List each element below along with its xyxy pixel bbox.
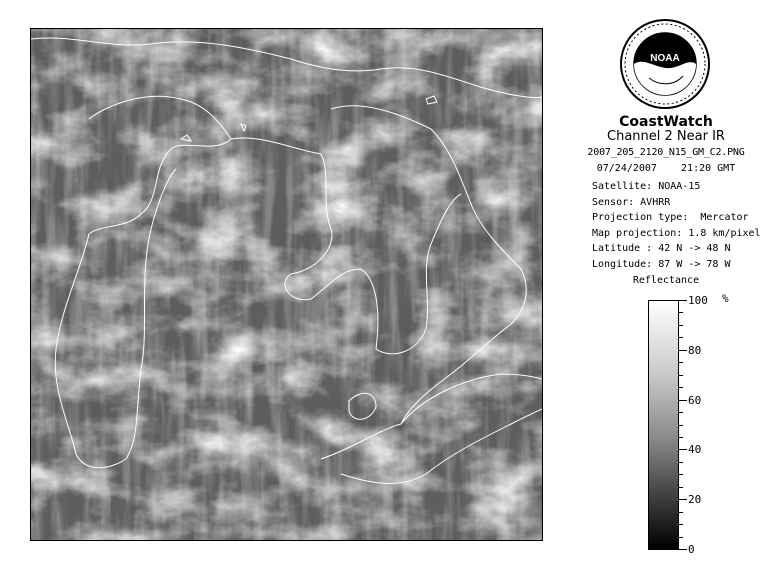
scale-tick: [679, 400, 687, 401]
scale-tick: [679, 425, 683, 426]
scale-tick-label: 40: [688, 443, 702, 456]
scale-tick: [679, 362, 683, 363]
scale-tick: [679, 487, 683, 488]
latitude-label: Latitude : 42 N -> 48 N: [592, 243, 731, 254]
scale-tick: [679, 537, 683, 538]
scale-tick: [679, 337, 683, 338]
streak-layer: [31, 29, 542, 540]
scale-tick: [679, 312, 683, 313]
projection-type-label: Projection type: Mercator: [592, 212, 749, 223]
svg-text:NOAA: NOAA: [650, 53, 680, 64]
product-title: CoastWatch: [619, 114, 713, 130]
sensor-label: Sensor: AVHRR: [592, 197, 671, 208]
satellite-image: [31, 29, 542, 540]
file-name: 2007_205_2120_N15_GM_C2.PNG: [587, 147, 745, 158]
scale-tick: [679, 375, 683, 376]
scale-tick: [679, 524, 683, 525]
noaa-logo: [619, 18, 711, 110]
scale-tick: [679, 300, 687, 301]
scale-unit: %: [722, 292, 729, 305]
satellite-label: Satellite: NOAA-15: [592, 181, 701, 192]
scale-tick: [679, 325, 683, 326]
channel-label: Channel 2 Near IR: [607, 129, 725, 144]
scale-tick: [679, 462, 683, 463]
scale-tick: [679, 549, 687, 550]
scale-tick-label: 60: [688, 394, 702, 407]
scale-tick: [679, 437, 683, 438]
reflectance-colorbar: [648, 300, 679, 550]
scale-tick: [679, 387, 683, 388]
scale-tick-label: 20: [688, 493, 702, 506]
scale-tick: [679, 412, 683, 413]
longitude-label: Longitude: 87 W -> 78 W: [592, 259, 731, 270]
scale-tick-label: 0: [688, 543, 695, 556]
acquisition-datetime: 07/24/2007 21:20 GMT: [596, 163, 736, 174]
scale-tick-label: 80: [688, 344, 702, 357]
scale-tick: [679, 350, 687, 351]
scale-tick: [679, 499, 687, 500]
scale-tick: [679, 449, 687, 450]
scale-title: Reflectance: [632, 275, 700, 286]
scale-tick: [679, 512, 683, 513]
satellite-map: [30, 28, 543, 541]
scale-tick: [679, 474, 683, 475]
scale-tick-label: 100: [688, 294, 708, 307]
map-projection-label: Map projection: 1.8 km/pixel: [592, 228, 761, 239]
